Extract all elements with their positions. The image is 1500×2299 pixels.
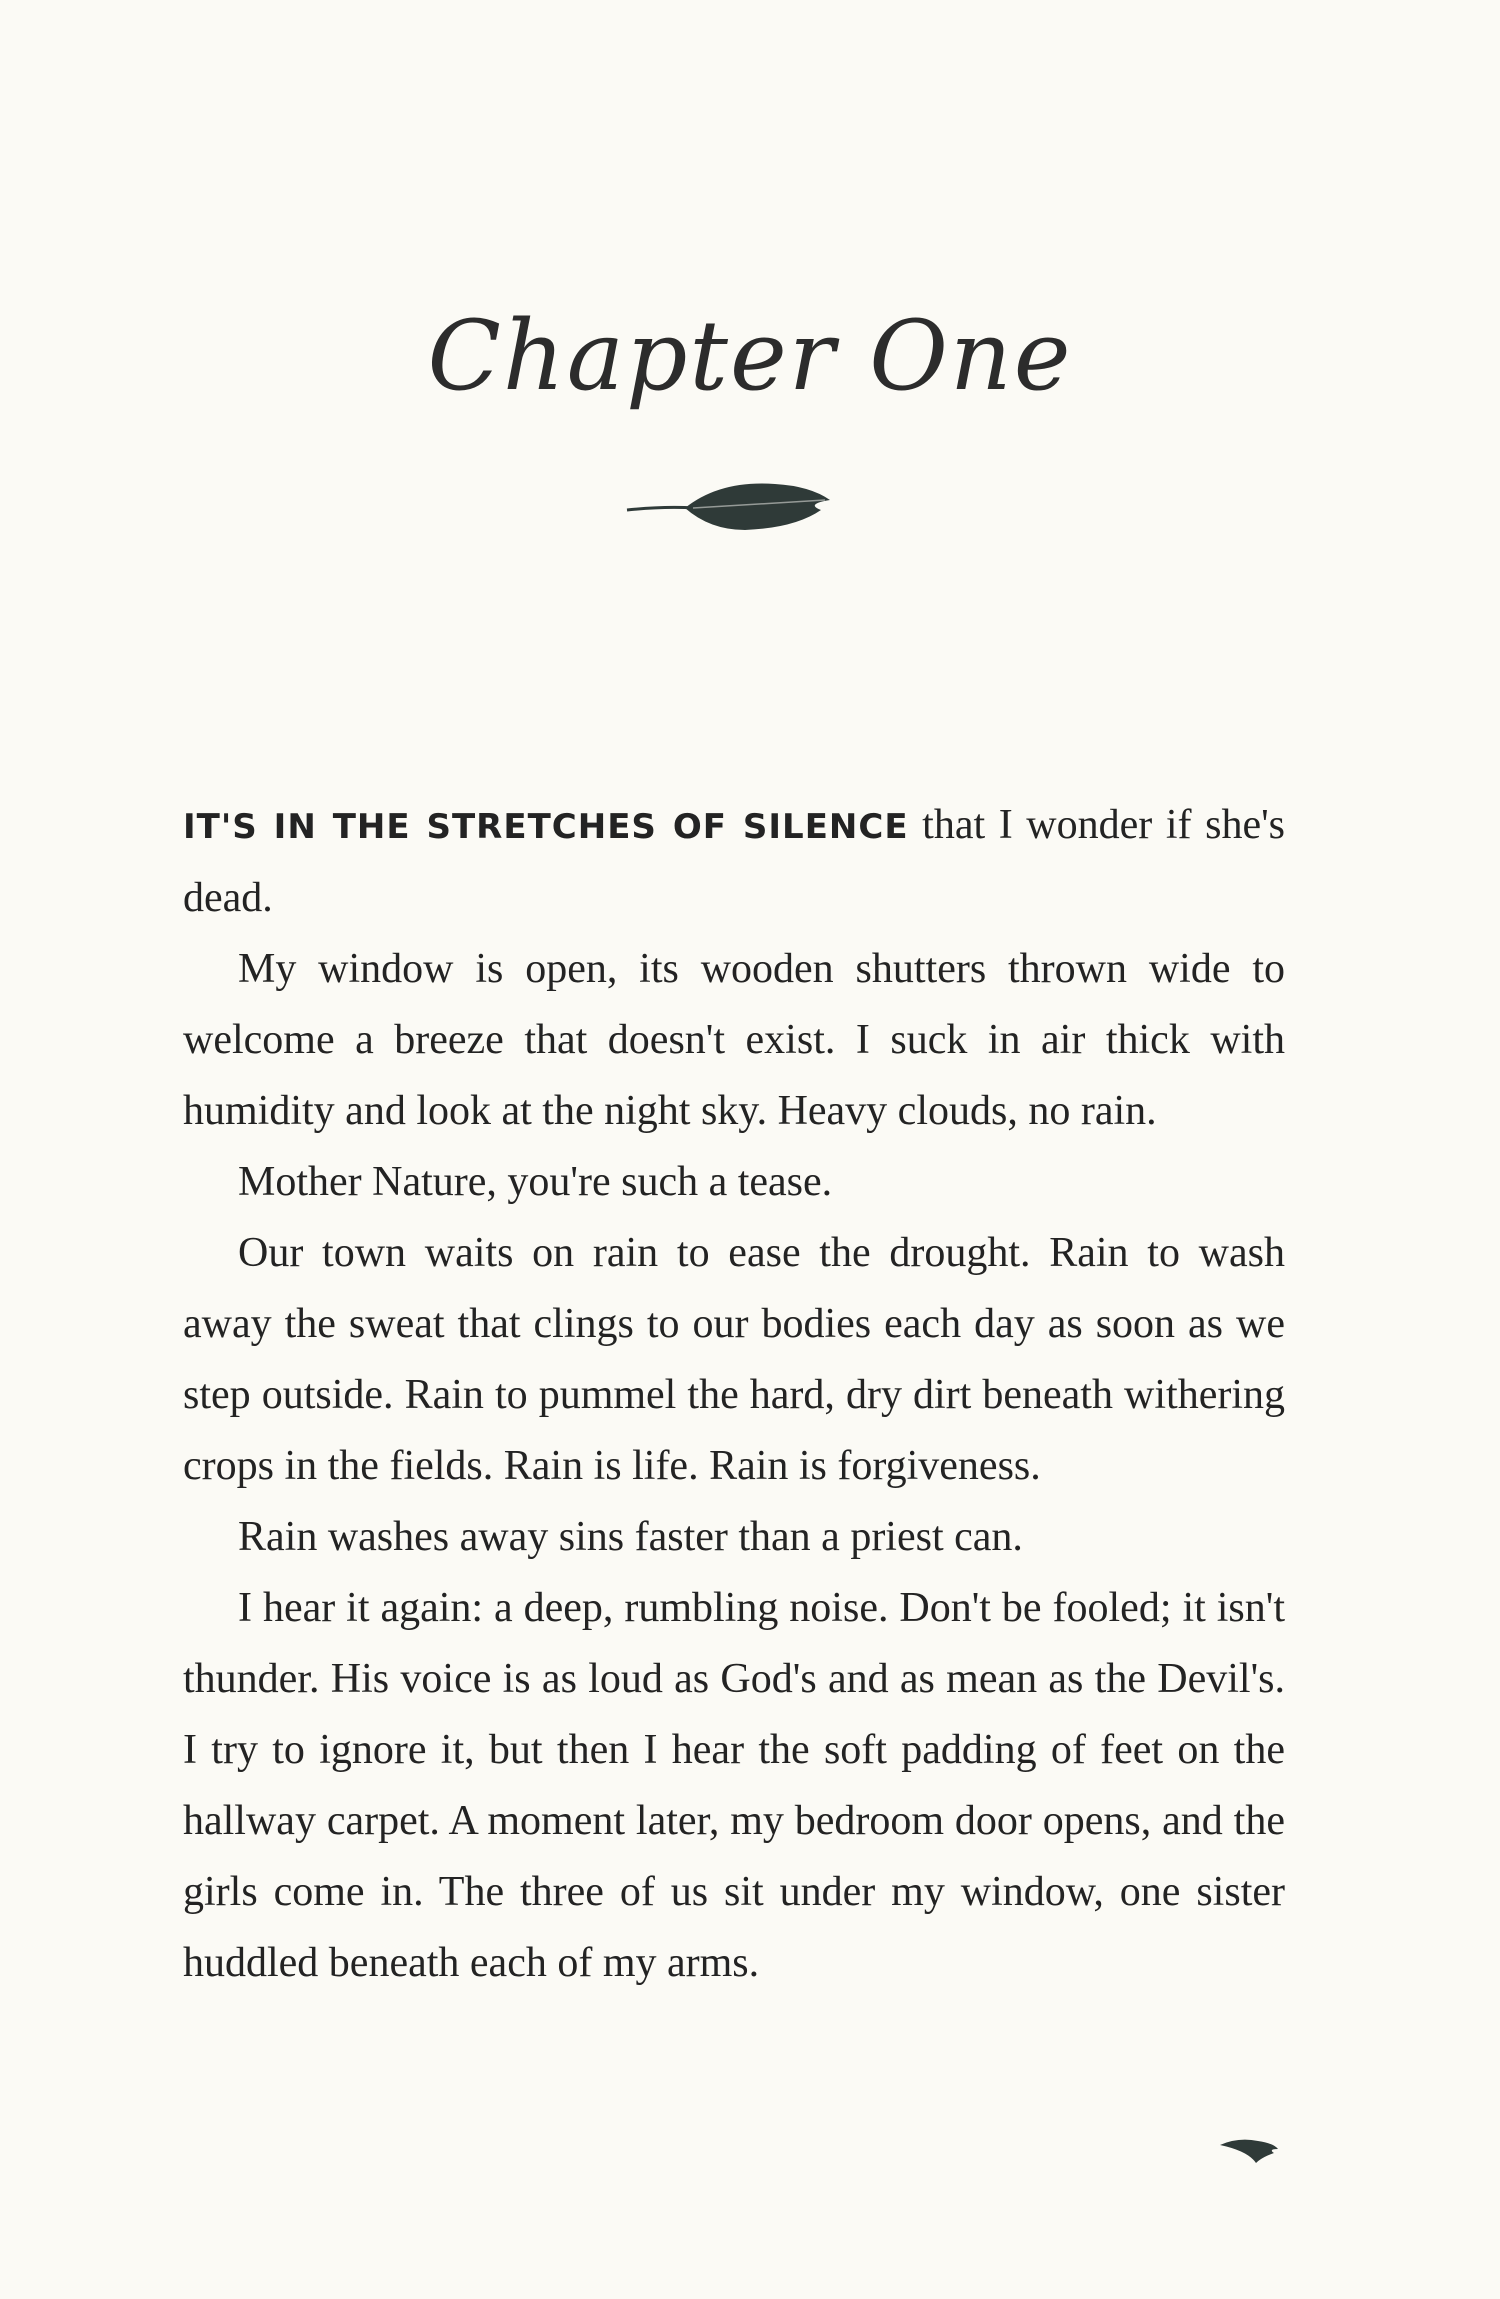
lead-in-caps: IT'S IN THE STRETCHES OF SILENCE [183,807,909,847]
chapter-title: Chapter One [427,300,1073,412]
paragraph: Rain washes away sins faster than a priest can. [238,1514,1023,1560]
chapter-body [183,790,1285,1999]
paragraph [183,790,1285,934]
paragraph-text: that I wonder if she's dead. [183,802,1286,921]
paragraph: I hear it again: a deep, rumbling noise. Don't be fooled; it isn't thunder. His voice is as loud as God's and as mean as the Devil's. I try to ignore it, but then I hear the soft padding of feet on the hallway carpet. A moment later, my bedroom door opens, and the girls come in. The three of us sit under my window, one sister huddled beneath each of my arms. [183,1585,1285,1986]
feather-icon [1218,2135,1280,2165]
paragraph: My window is open, its wooden shutters thrown wide to welcome a breeze that doesn't exist. I suck in air thick with humidity and look at the night sky. Heavy clouds, no rain. [183,946,1285,1134]
paragraph: Our town waits on rain to ease the drought. Rain to wash away the sweat that clings to our bodies each day as soon as we step outside. Rain to pummel the hard, dry dirt beneath withering crops in the fields. Rain is life. Rain is forgiveness. [183,1230,1285,1489]
feather-icon [625,470,835,540]
paragraph: Mother Nature, you're such a tease. [238,1159,833,1205]
